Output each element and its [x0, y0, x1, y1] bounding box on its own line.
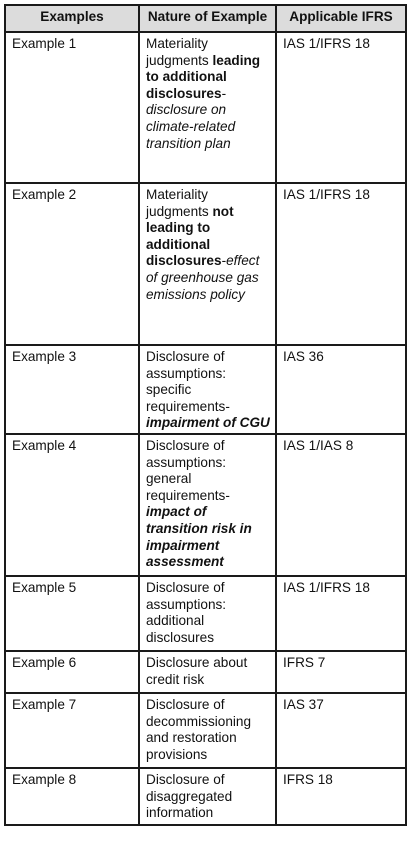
nature-text-separator: -	[221, 253, 227, 269]
table-row	[5, 651, 406, 693]
table-row	[5, 32, 406, 183]
ifrs-cell: IAS 1/IFRS 18	[276, 32, 406, 183]
ifrs-cell: IAS 1/IAS 8	[276, 434, 406, 576]
example-cell: Example 2	[5, 183, 139, 345]
header-examples: Examples	[5, 5, 139, 32]
table-row	[5, 434, 406, 576]
example-cell: Example 5	[5, 576, 139, 651]
example-cell: Example 6	[5, 651, 139, 693]
nature-text-normal: Disclosure of assumptions: general requirements-	[146, 438, 230, 503]
example-cell: Example 8	[5, 768, 139, 825]
table-row	[5, 345, 406, 434]
ifrs-cell: IFRS 7	[276, 651, 406, 693]
nature-cell	[139, 32, 276, 183]
nature-cell	[139, 345, 276, 434]
nature-cell	[139, 768, 276, 825]
table-row	[5, 693, 406, 768]
ifrs-cell: IAS 36	[276, 345, 406, 434]
ifrs-examples-table-container	[4, 4, 405, 826]
table-row	[5, 768, 406, 825]
ifrs-cell: IAS 37	[276, 693, 406, 768]
header-row	[5, 5, 406, 32]
example-cell: Example 7	[5, 693, 139, 768]
nature-text-normal: Disclosure about credit risk	[146, 655, 248, 687]
example-cell: Example 4	[5, 434, 139, 576]
example-cell: Example 3	[5, 345, 139, 434]
nature-text-separator: -	[221, 85, 227, 101]
nature-text-bold-italic: impact of transition risk in impairment assessment	[146, 504, 252, 570]
nature-text-bold: not leading to additional disclosures	[146, 203, 234, 269]
nature-text-normal: Materiality judgments	[146, 187, 213, 219]
nature-cell	[139, 693, 276, 768]
nature-cell	[139, 576, 276, 651]
table-row	[5, 183, 406, 345]
nature-text-bold: leading to additional disclosures	[146, 52, 261, 101]
nature-text-italic: disclosure on climate-related transition plan	[146, 102, 236, 151]
ifrs-examples-table	[4, 4, 407, 826]
nature-text-bold-italic: impairment of CGU	[146, 415, 270, 431]
nature-cell	[139, 651, 276, 693]
nature-cell	[139, 434, 276, 576]
table-row	[5, 576, 406, 651]
header-nature-of-example: Nature of Example	[139, 5, 276, 32]
example-cell: Example 1	[5, 32, 139, 183]
nature-text-italic: effect of greenhouse gas emissions policy	[146, 253, 260, 302]
nature-cell	[139, 183, 276, 345]
nature-text-normal: Disclosure of disaggregated information	[146, 772, 233, 821]
nature-text-normal: Disclosure of assumptions: specific requirements-	[146, 349, 230, 414]
ifrs-cell: IAS 1/IFRS 18	[276, 183, 406, 345]
header-applicable-ifrs: Applicable IFRS	[276, 5, 406, 32]
ifrs-cell: IFRS 18	[276, 768, 406, 825]
nature-text-normal: Disclosure of assumptions: additional disclosures	[146, 580, 227, 645]
ifrs-cell: IAS 1/IFRS 18	[276, 576, 406, 651]
nature-text-normal: Disclosure of decommissioning and restoration provisions	[146, 697, 252, 762]
nature-text-normal: Materiality judgments	[146, 36, 213, 68]
